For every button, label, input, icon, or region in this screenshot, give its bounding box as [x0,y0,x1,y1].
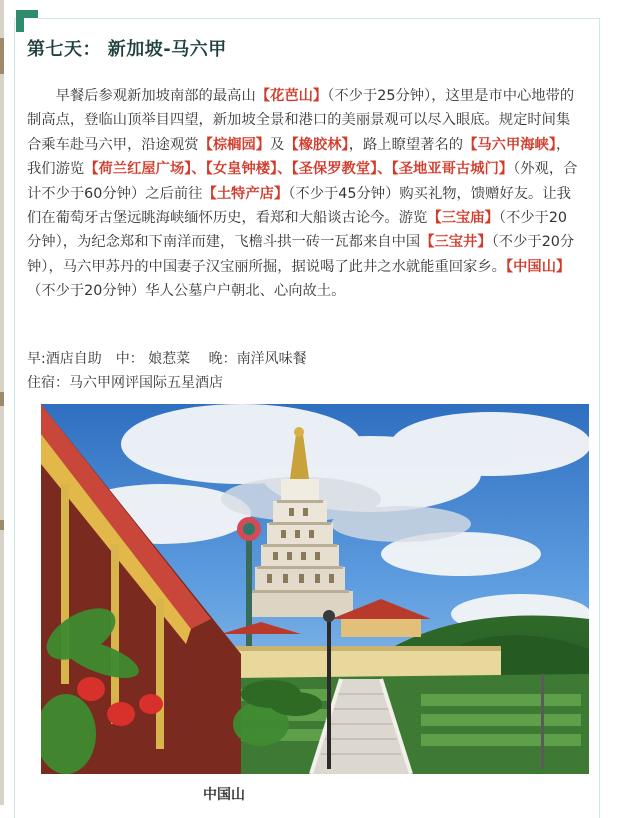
highlighted-place-name: 【三宝庙】 [427,210,499,227]
left-edge-mark [0,392,4,406]
paragraph-text: （不少于20分钟）华人公墓户户朝北、心向故土。 [27,283,346,300]
left-edge-mark [0,38,4,74]
paragraph-text: （不少于20分钟），马六甲苏丹的中国妻子汉宝丽所掘，据说喝了此井之水就能重回家乡。 [27,234,575,275]
highlighted-place-name: 【中国山】 [505,258,571,275]
hotel-line: 住宿：马六甲网评国际五星酒店 [27,375,223,391]
itinerary-paragraph [27,84,579,304]
highlighted-place-name: 【荷兰红屋广场】、【女皇钟楼】、【圣保罗教堂】、【圣地亚哥古城门】 [84,161,514,178]
left-edge-strip [0,0,4,805]
highlighted-place-name: 【花芭山】 [255,88,328,104]
paragraph-text: 早餐后参观新加坡南部的最高山 [55,88,256,104]
paragraph-text: （外观，合计不少于60分钟）之后前往 [27,161,578,202]
corner-ornament-cutout [24,18,38,32]
china-hill-photo [41,404,589,774]
left-edge-mark [0,520,4,530]
paragraph-text: ，路上瞭望著名的 [348,136,464,153]
paragraph-text: （不少于20分钟），为纪念郑和下南洋而建，飞檐斗拱一砖一瓦都来自中国 [27,210,568,251]
paragraph-text: （不少于25分钟），这里是市中心地带的制高点，登临山顶举目四望，新加坡全景和港口的美丽景观可以尽入眼底。规定时间集合乘车赴马六甲，沿途观赏 [27,88,575,153]
highlighted-place-name: 【棕榈园】 [198,136,271,153]
highlighted-place-name: 【三宝井】 [420,234,492,251]
paragraph-text: （不少于45分钟）购买礼物，馈赠好友。让我们在葡萄牙古堡远眺海峡缅怀历史，看郑和大船谈古论今。游览 [27,185,571,227]
highlighted-place-name: 【马六甲海峡】 [463,136,556,153]
paragraph-text: ，我们游览 [27,136,571,178]
paragraph-text: 及 [270,136,285,153]
highlighted-place-name: 【橡胶林】 [284,136,349,153]
highlighted-place-name: 【土特产店】 [202,185,289,202]
day-title: 第七天： 新加坡-马六甲 [27,39,227,60]
photo-caption: 中国山 [203,787,245,803]
meals-line: 早:酒店自助 中： 娘惹菜 晚：南洋风味餐 [27,351,307,367]
